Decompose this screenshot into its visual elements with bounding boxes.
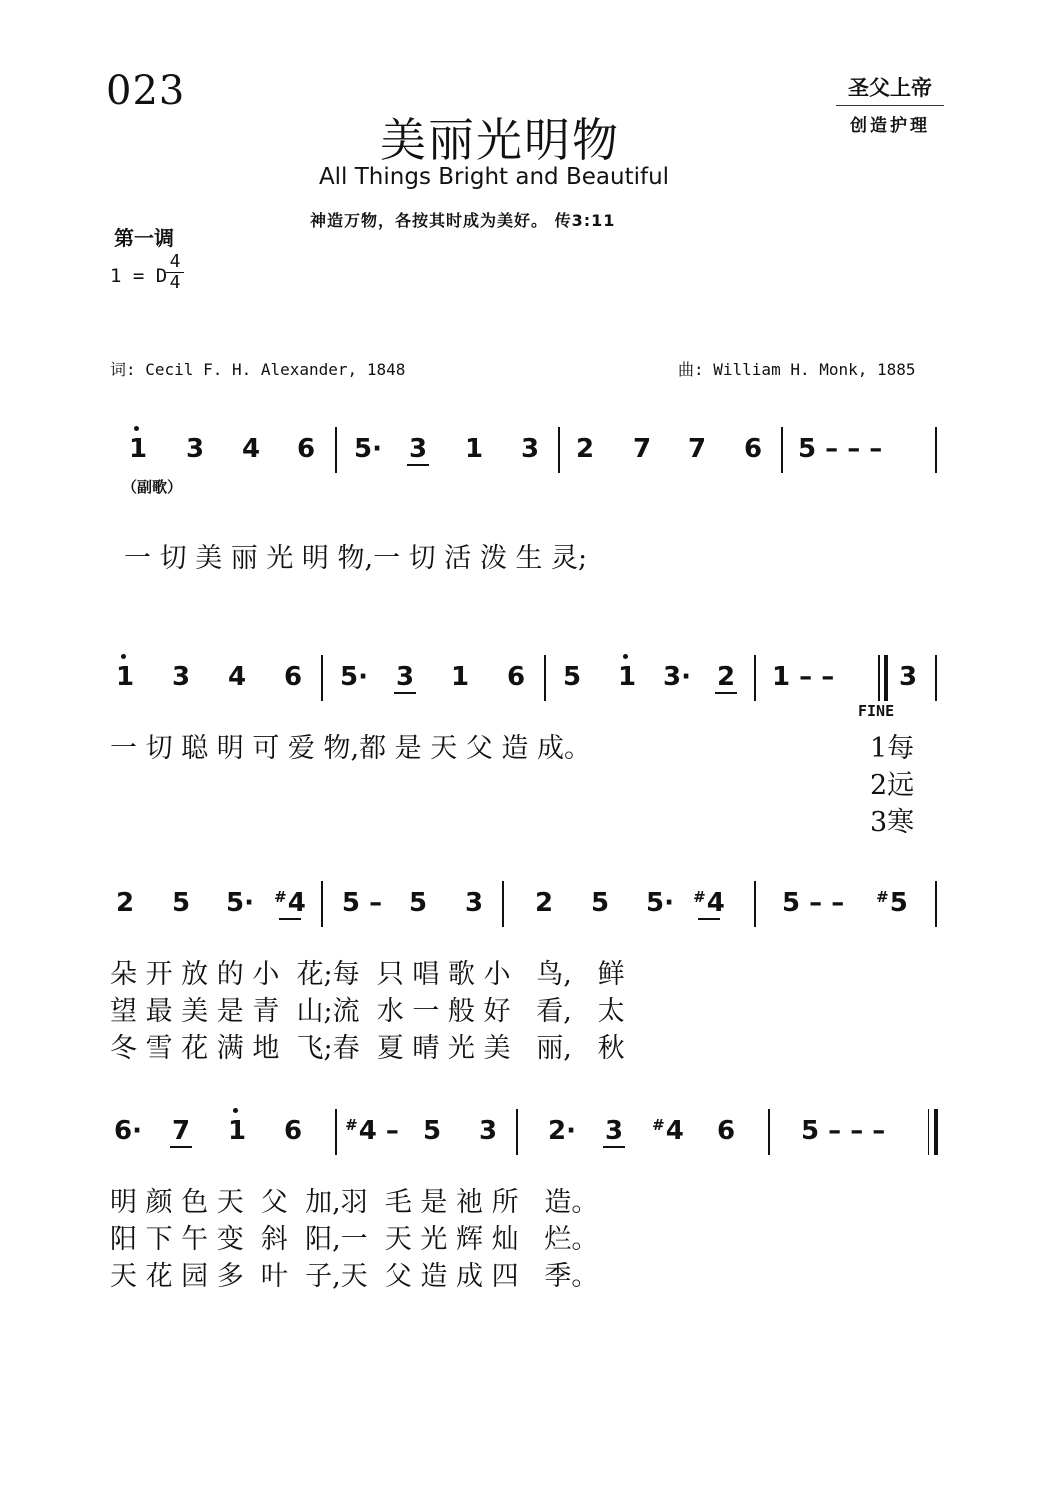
verse-start-1: 1每	[870, 733, 915, 764]
composer-credit: 曲: William H. Monk, 1885	[678, 360, 916, 379]
barline	[335, 427, 337, 473]
note: 5·	[340, 662, 368, 692]
barline	[502, 881, 504, 927]
note: 1	[450, 662, 470, 692]
barline	[544, 655, 546, 701]
note: 6	[506, 662, 526, 692]
note: 7	[171, 1116, 191, 1146]
note: 3	[185, 434, 205, 464]
note: 6·	[114, 1116, 142, 1146]
final-barline	[928, 1109, 931, 1155]
note: 2	[534, 888, 554, 918]
note: 6	[283, 1116, 303, 1146]
barline	[754, 655, 756, 701]
barline	[321, 881, 323, 927]
lyrics-line: 明 颜 色 天 父 加,羽 毛 是 祂 所 造。	[110, 1187, 599, 1218]
verse-start-2: 2远	[870, 770, 915, 801]
note: 1	[118, 432, 158, 466]
note: #4 –	[345, 1116, 399, 1146]
note: 3	[171, 662, 191, 692]
note: #4	[652, 1116, 684, 1146]
time-signature-bottom: 4	[169, 272, 181, 293]
barline	[935, 427, 937, 473]
key-signature: 1 = D	[110, 265, 168, 287]
note: 5	[562, 662, 582, 692]
note: 5	[408, 888, 428, 918]
note: 6	[296, 434, 316, 464]
note: 4	[227, 662, 247, 692]
note: 3·	[663, 662, 691, 692]
note: 3	[464, 888, 484, 918]
note: 5 – – –	[801, 1116, 886, 1146]
lyrics-line: 阳 下 午 变 斜 阳,一 天 光 辉 灿 烂。	[110, 1224, 599, 1255]
lyrics-line: 冬 雪 花 满 地 飞;春 夏 晴 光 美 丽, 秋	[110, 1033, 625, 1064]
note: 5	[422, 1116, 442, 1146]
note: 2	[115, 888, 135, 918]
note: 6	[716, 1116, 736, 1146]
note: 5	[590, 888, 610, 918]
page-title: 美丽光明物	[380, 113, 620, 167]
note: 4	[241, 434, 261, 464]
note: 6	[743, 434, 763, 464]
note: 5·	[646, 888, 674, 918]
english-title: All Things Bright and Beautiful	[318, 164, 670, 190]
note: 1	[217, 1114, 257, 1148]
category-sub: 创造护理	[850, 116, 930, 136]
note: 3	[898, 662, 918, 692]
time-signature	[166, 252, 184, 293]
lyrics-line: 一 切 美 丽 光 明 物,一 切 活 泼 生 灵;	[124, 543, 588, 574]
note: 1 – –	[772, 662, 835, 692]
tune-name: 第一调	[114, 226, 174, 250]
barline	[878, 655, 880, 701]
barline	[558, 427, 560, 473]
note: 2	[716, 662, 736, 692]
note: 1	[607, 660, 647, 694]
note: 3	[395, 662, 415, 692]
note: 5·	[354, 434, 382, 464]
note: 7	[632, 434, 652, 464]
note: 1	[105, 660, 145, 694]
note: #4	[693, 888, 725, 918]
note: 5 – –	[782, 888, 845, 918]
note: 2·	[548, 1116, 576, 1146]
lyricist-credit: 词: Cecil F. H. Alexander, 1848	[110, 360, 406, 379]
hymn-number: 023	[106, 68, 186, 114]
note: 5·	[226, 888, 254, 918]
barline	[935, 881, 937, 927]
note: 3	[604, 1116, 624, 1146]
time-signature-top: 4	[166, 252, 184, 273]
note: #4	[274, 888, 306, 918]
scripture-verse: 神造万物，各按其时成为美好。 传3:11	[310, 211, 616, 230]
note: 7	[687, 434, 707, 464]
barline	[335, 1109, 337, 1155]
note: 5	[171, 888, 191, 918]
category-main: 圣父上帝	[836, 72, 944, 106]
note: 3	[520, 434, 540, 464]
verse-start-3: 3寒	[870, 807, 915, 838]
barline	[781, 427, 783, 473]
barline	[935, 655, 937, 701]
note: 5 – – –	[798, 434, 883, 464]
lyrics-line: 一 切 聪 明 可 爱 物,都 是 天 父 造 成。	[110, 733, 591, 764]
barline	[754, 881, 756, 927]
note: 3	[478, 1116, 498, 1146]
barline	[768, 1109, 770, 1155]
note: #5	[876, 888, 908, 918]
note: 3	[408, 434, 428, 464]
barline	[516, 1109, 518, 1155]
lyrics-line: 朵 开 放 的 小 花;每 只 唱 歌 小 鸟, 鲜	[110, 959, 625, 990]
lyrics-line: 天 花 园 多 叶 子,天 父 造 成 四 季。	[110, 1261, 599, 1292]
lyrics-line: 望 最 美 是 青 山;流 水 一 般 好 看, 太	[110, 996, 625, 1027]
note: 5 –	[341, 888, 383, 918]
note: 1	[464, 434, 484, 464]
refrain-label: （副歌）	[122, 478, 183, 496]
note: 6	[283, 662, 303, 692]
note: 2	[575, 434, 595, 464]
fine-label: FINE	[858, 702, 895, 720]
barline	[321, 655, 323, 701]
